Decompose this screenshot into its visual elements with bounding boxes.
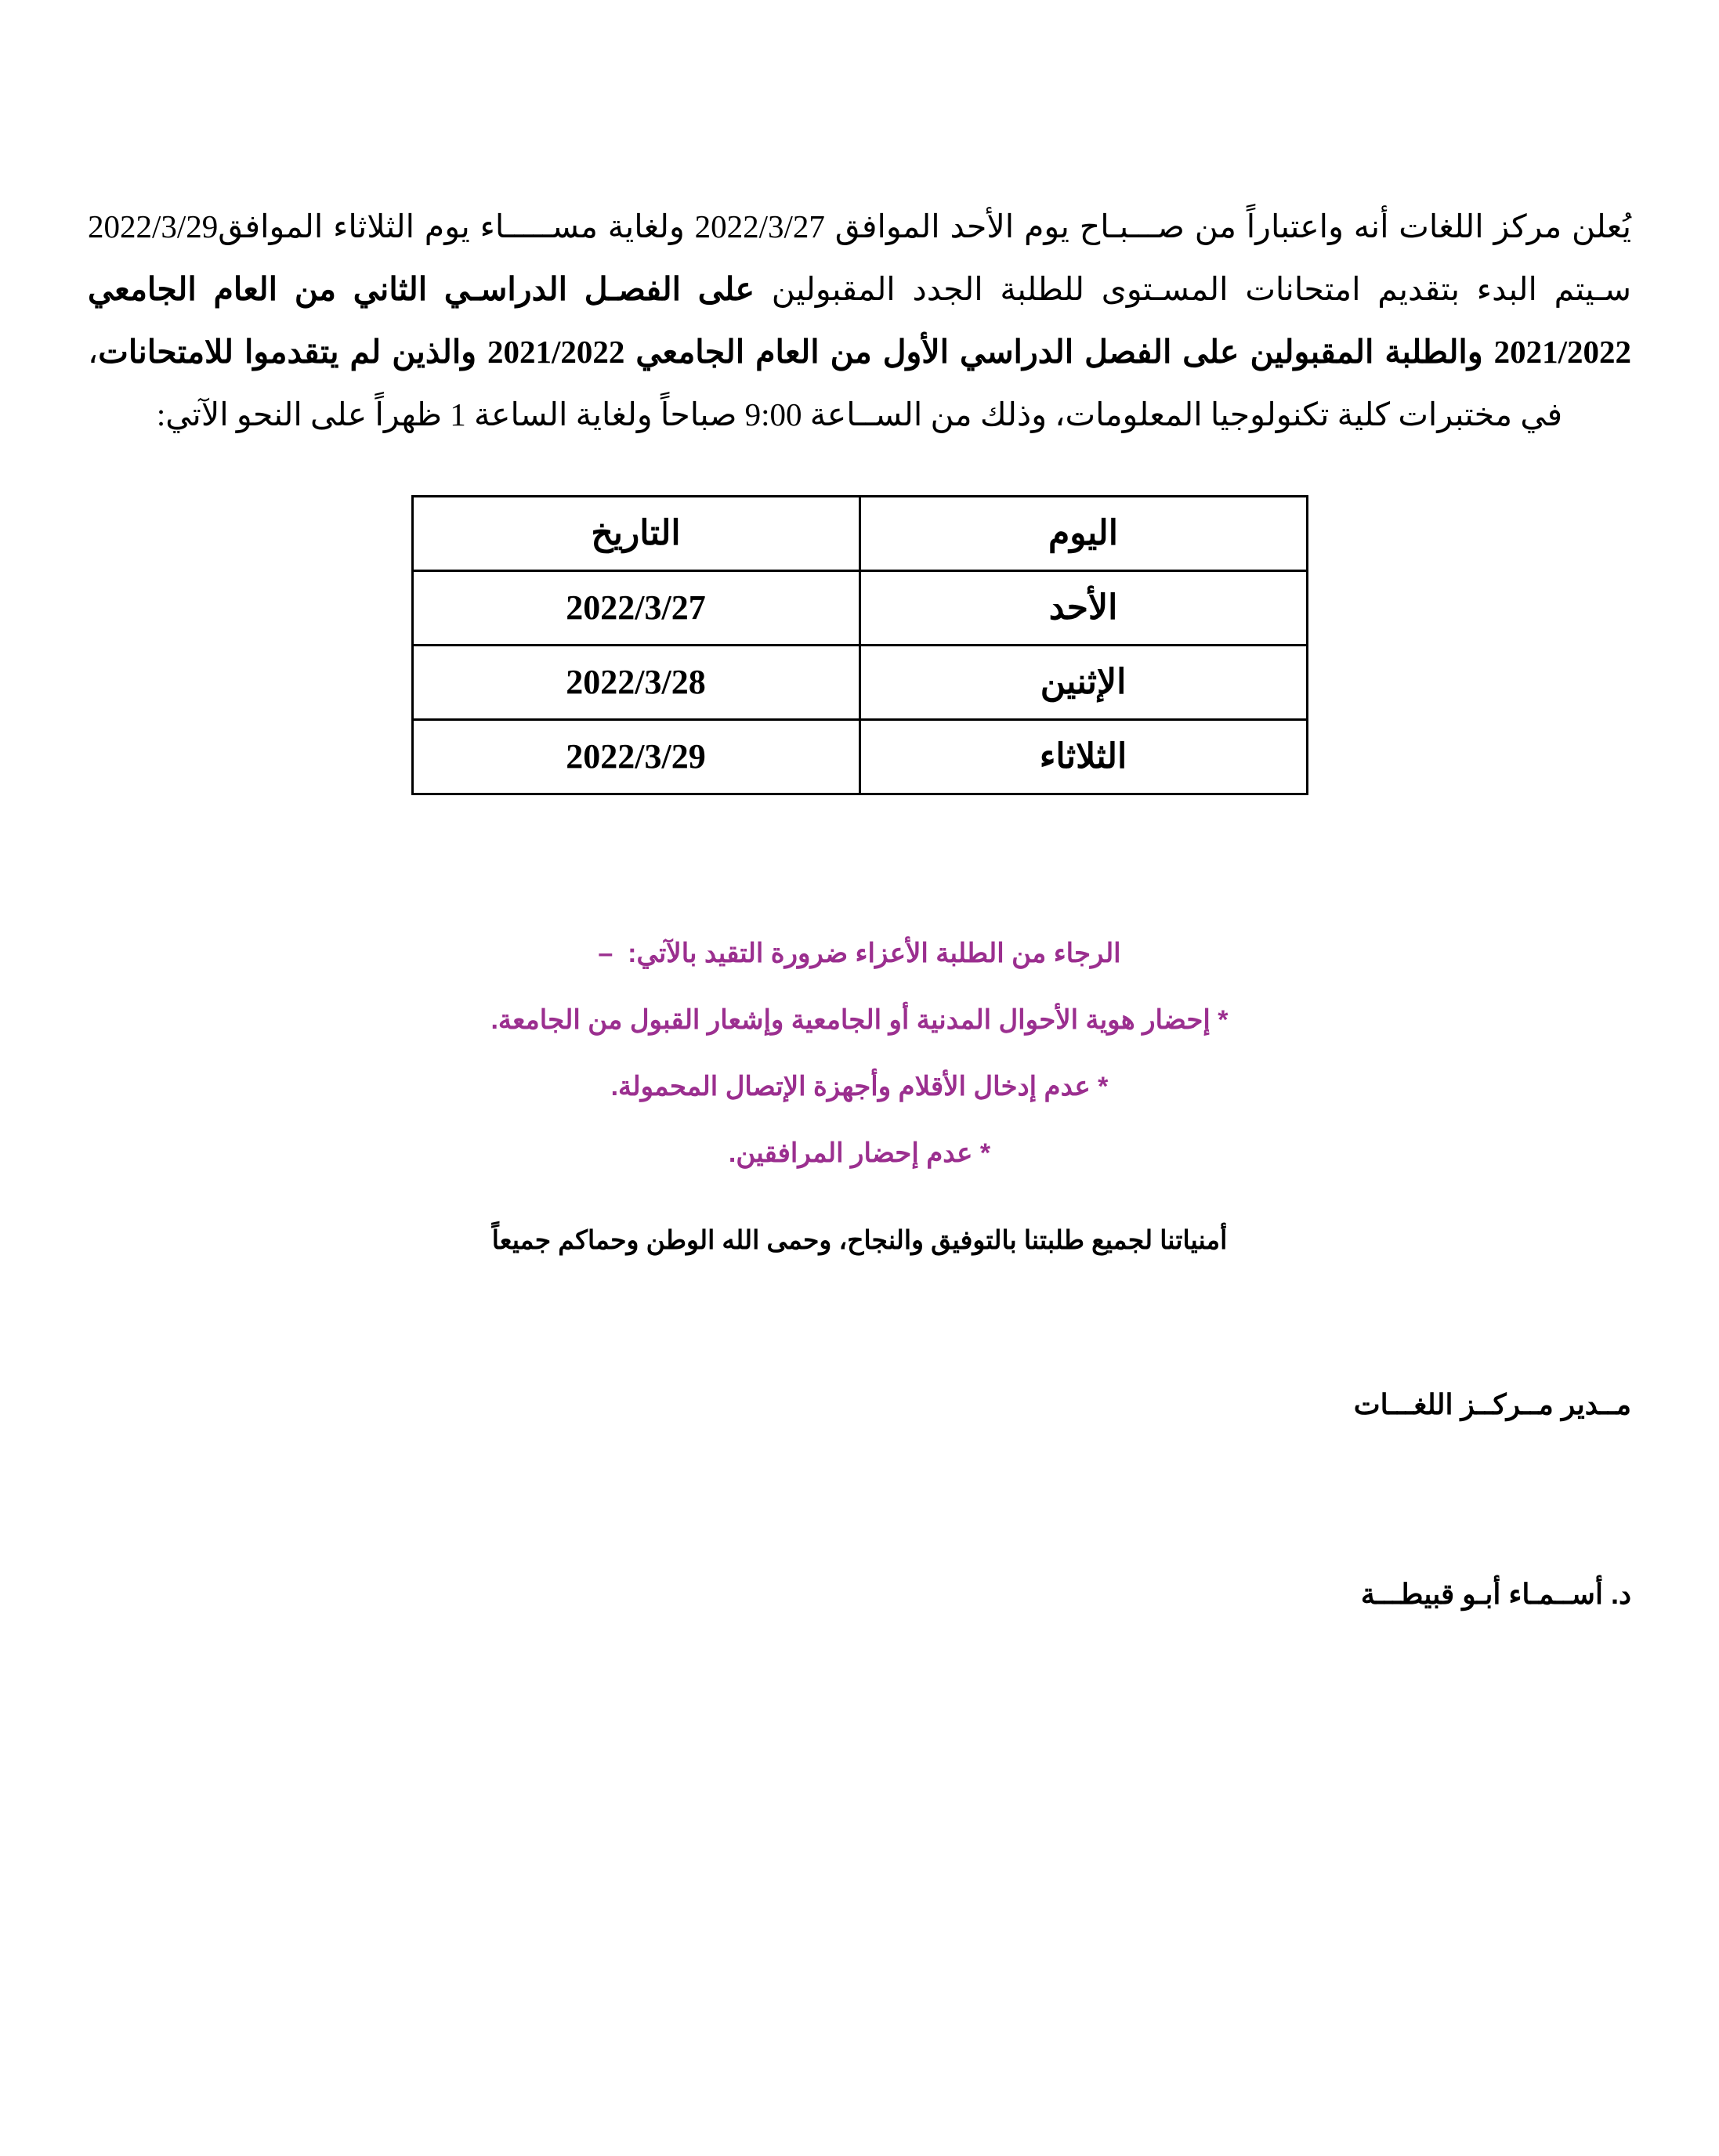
closing-wish: أمنياتنا لجميع طلبتنا بالتوفيق والنجاح، وحمى الله الوطن وحماكم جميعاً bbox=[491, 1225, 1228, 1254]
note-item-1: * إحضار هوية الأحوال المدنية أو الجامعية وإشعار القبول من الجامعة. bbox=[490, 1004, 1229, 1035]
cell-date: 2022/3/27 bbox=[412, 570, 860, 645]
header-day: اليوم bbox=[860, 496, 1307, 570]
table-row bbox=[412, 719, 1307, 794]
intro-segment-2: على الفصـل الدراسـي الثاني من العام الجامعي 2021/2022 والطلبة المقبولين على الفصل الدراسي الأول من العام الجامعي 2021/2022 والذين لم يتقدموا للامتحانات bbox=[88, 270, 1631, 370]
cell-day: الأحد bbox=[860, 570, 1307, 645]
cell-day: الإثنين bbox=[860, 645, 1307, 719]
intro-segment-1: يُعلن مركز اللغات أنه واعتباراً من صـــبـاح يوم الأحد الموافق 2022/3/27 ولغاية مســـــاء يوم الثلاثاء الموافق2022/3/29 سـيتم البدء بتقديم امتحانات المسـتوى للطلبة الجدد المقبولين bbox=[88, 208, 1632, 307]
cell-date: 2022/3/28 bbox=[412, 645, 860, 719]
notes-heading: الرجاء من الطلبة الأعزاء ضرورة التقيد بالآتي: – bbox=[598, 938, 1121, 968]
cell-day: الثلاثاء bbox=[860, 719, 1307, 794]
note-item-3: * عدم إحضار المرافقين. bbox=[728, 1138, 991, 1168]
header-date: التاريخ bbox=[412, 496, 860, 570]
schedule-table-wrapper bbox=[88, 495, 1631, 795]
signature-name: د. أســمـاء أبـو قبيطـــة bbox=[1360, 1577, 1631, 1610]
table-row bbox=[412, 645, 1307, 719]
table-header-row bbox=[412, 496, 1307, 570]
schedule-table bbox=[411, 495, 1308, 795]
intro-paragraph bbox=[88, 196, 1631, 447]
note-item-2: * عدم إدخال الأقلام وأجهزة الإتصال المحمولة. bbox=[610, 1071, 1109, 1102]
signature-title: مــدير مــركــز اللغـــات bbox=[1353, 1387, 1631, 1420]
signature-block bbox=[88, 1388, 1631, 1611]
table-row bbox=[412, 570, 1307, 645]
notes-section bbox=[88, 921, 1631, 1187]
cell-date: 2022/3/29 bbox=[412, 719, 860, 794]
intro-segment-3: ، في مختبرات كلية تكنولوجيا المعلومات، وذلك من الســاعة 9:00 صباحاً ولغاية الساعة 1 ظهراً على النحو الآتي: bbox=[88, 333, 1563, 432]
